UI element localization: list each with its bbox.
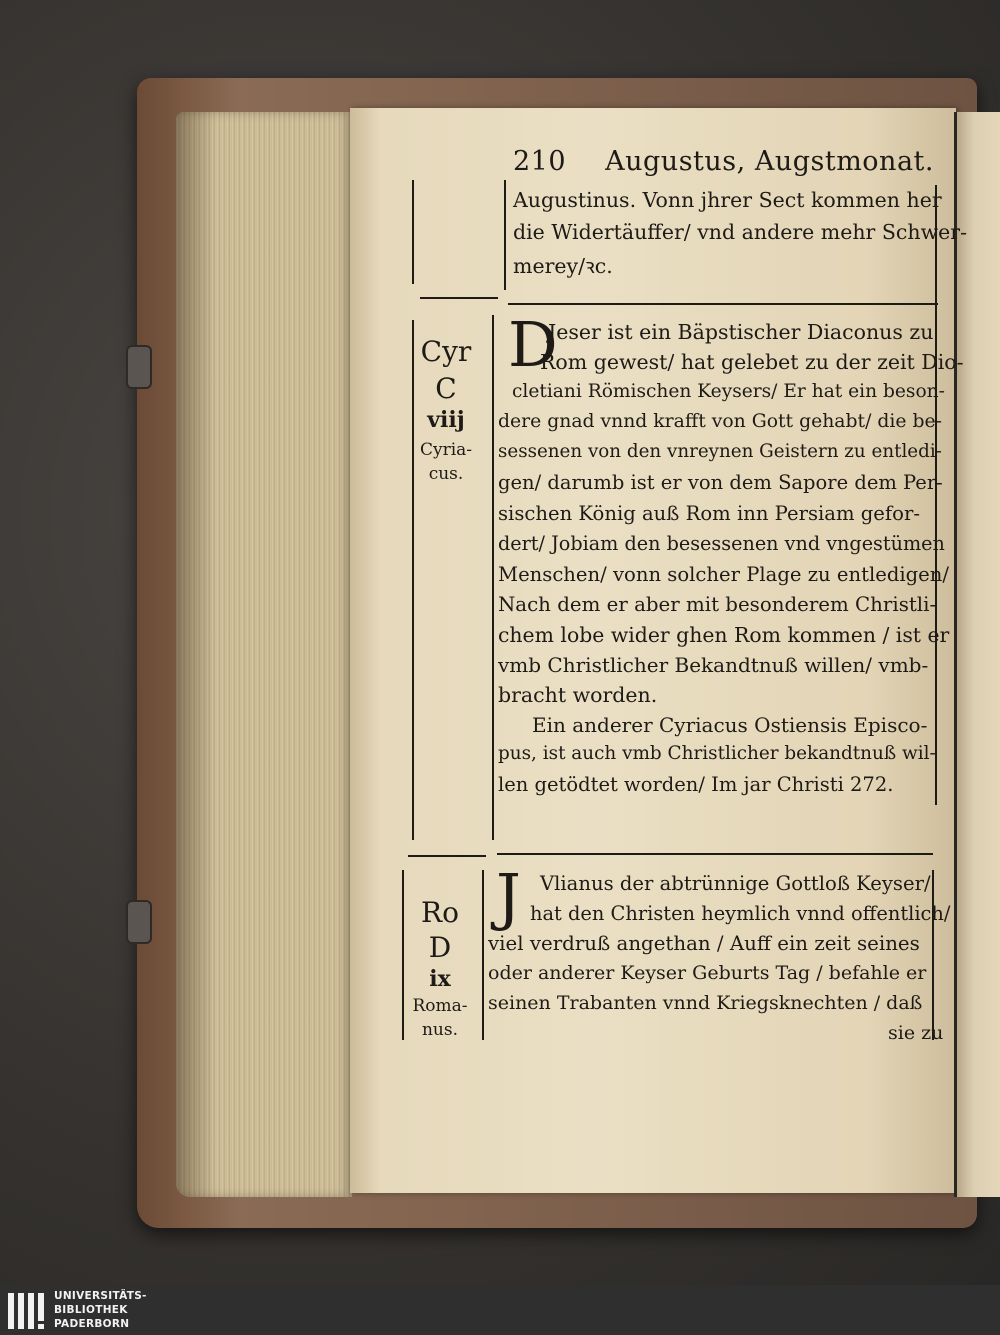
divider-1-text xyxy=(508,303,938,305)
section2-line-6: gen/ darumb ist er von dem Sapore dem Per- xyxy=(498,471,943,494)
section2-line-11: chem lobe wider ghen Rom kommen / ist er xyxy=(498,623,950,647)
page-number: 210 xyxy=(513,146,567,177)
margin-note-letter-d: D xyxy=(428,931,452,964)
section2-line-4: dere gnad vnnd krafft von Gott gehabt/ die be- xyxy=(498,411,942,432)
margin-note-viij: viij xyxy=(427,407,465,433)
margin-note-romanus-2: nus. xyxy=(421,1020,459,1040)
text-rule-bottom xyxy=(482,870,484,1040)
section2-line-9: Menschen/ vonn solcher Plage zu entledigen/ xyxy=(498,563,949,586)
drop-cap-d: D xyxy=(508,308,558,381)
section2-line-3: cletiani Römischen Keysers/ Er hat ein beson- xyxy=(512,381,945,402)
section1-line-2: die Widertäuffer/ vnd andere mehr Schwer- xyxy=(513,220,968,244)
section2-line-5: sessenen von den vnreynen Geistern zu entledi- xyxy=(498,441,942,462)
margin-rule-top xyxy=(412,180,414,284)
divider-2-text xyxy=(497,853,933,855)
section2-line-12: vmb Christlicher Bekandtnuß willen/ vmb- xyxy=(498,653,929,677)
right-rule-mid xyxy=(935,185,937,805)
section3-line-6: sie zu xyxy=(888,1022,944,1044)
margin-note-cyriacus-1: Cyria- xyxy=(419,440,473,460)
section2-line-8: dert/ Jobiam den besessenen vnd vngestümen xyxy=(498,532,945,555)
margin-note-romanus-1: Roma- xyxy=(412,996,468,1016)
margin-note-cyr: Cyr xyxy=(420,335,472,368)
clasp-top xyxy=(126,345,152,389)
margin-note-ro: Ro xyxy=(421,896,459,929)
section3-line-5: seinen Trabanten vnnd Kriegsknechten / daß xyxy=(488,992,923,1014)
library-logo-line-3: PADERBORN xyxy=(54,1318,130,1330)
drop-cap-j: J xyxy=(496,860,521,933)
page-edges-shadow xyxy=(176,112,216,1197)
section3-line-1: Vlianus der abtrünnige Gottloß Keyser/ xyxy=(540,872,931,895)
section1-line-1: Augustinus. Vonn jhrer Sect kommen her xyxy=(513,188,942,212)
section3-line-4: oder anderer Keyser Geburts Tag / befahle er xyxy=(488,962,927,984)
divider-1-margin xyxy=(420,297,498,299)
library-logo-icon xyxy=(6,1291,46,1331)
section3-line-3: viel verdruß angethan / Auff ein zeit seines xyxy=(488,932,920,955)
section2-line-14: Ein anderer Cyriacus Ostiensis Episco- xyxy=(532,713,928,737)
clasp-bottom xyxy=(126,900,152,944)
text-rule-top xyxy=(504,180,506,290)
footer-bar xyxy=(0,1285,1000,1335)
section2-line-16: len getödtet worden/ Im jar Christi 272. xyxy=(498,773,894,796)
section1-line-3: merey/ꝛc. xyxy=(513,254,613,278)
section2-line-15: pus, ist auch vmb Christlicher bekandtnuß wil- xyxy=(498,743,936,764)
margin-note-letter-c: C xyxy=(435,372,457,405)
section2-line-10: Nach dem er aber mit besonderem Christli- xyxy=(498,593,937,616)
text-rule-mid xyxy=(492,315,494,840)
divider-2-margin xyxy=(408,855,486,857)
section2-line-13: bracht worden. xyxy=(498,683,658,707)
page-header xyxy=(513,146,934,177)
section2-line-7: sischen König auß Rom inn Persiam gefor- xyxy=(498,502,920,525)
library-logo-line-2: BIBLIOTHEK xyxy=(54,1304,128,1316)
section2-line-1: Jeser ist ein Bäpstischer Diaconus zu xyxy=(548,320,934,344)
margin-note-ix: ix xyxy=(429,966,451,992)
section2-line-2: Rom gewest/ hat gelebet zu der zeit Dio- xyxy=(540,350,964,374)
page-title: Augustus, Augstmonat. xyxy=(605,146,934,177)
section3-line-2: hat den Christen heymlich vnnd offentlich/ xyxy=(530,902,951,925)
right-rule-bottom xyxy=(932,870,934,1040)
margin-note-cyriacus-2: cus. xyxy=(428,464,464,484)
library-logo-line-1: UNIVERSITÄTS- xyxy=(54,1290,147,1302)
facing-page-edge xyxy=(957,112,1000,1197)
